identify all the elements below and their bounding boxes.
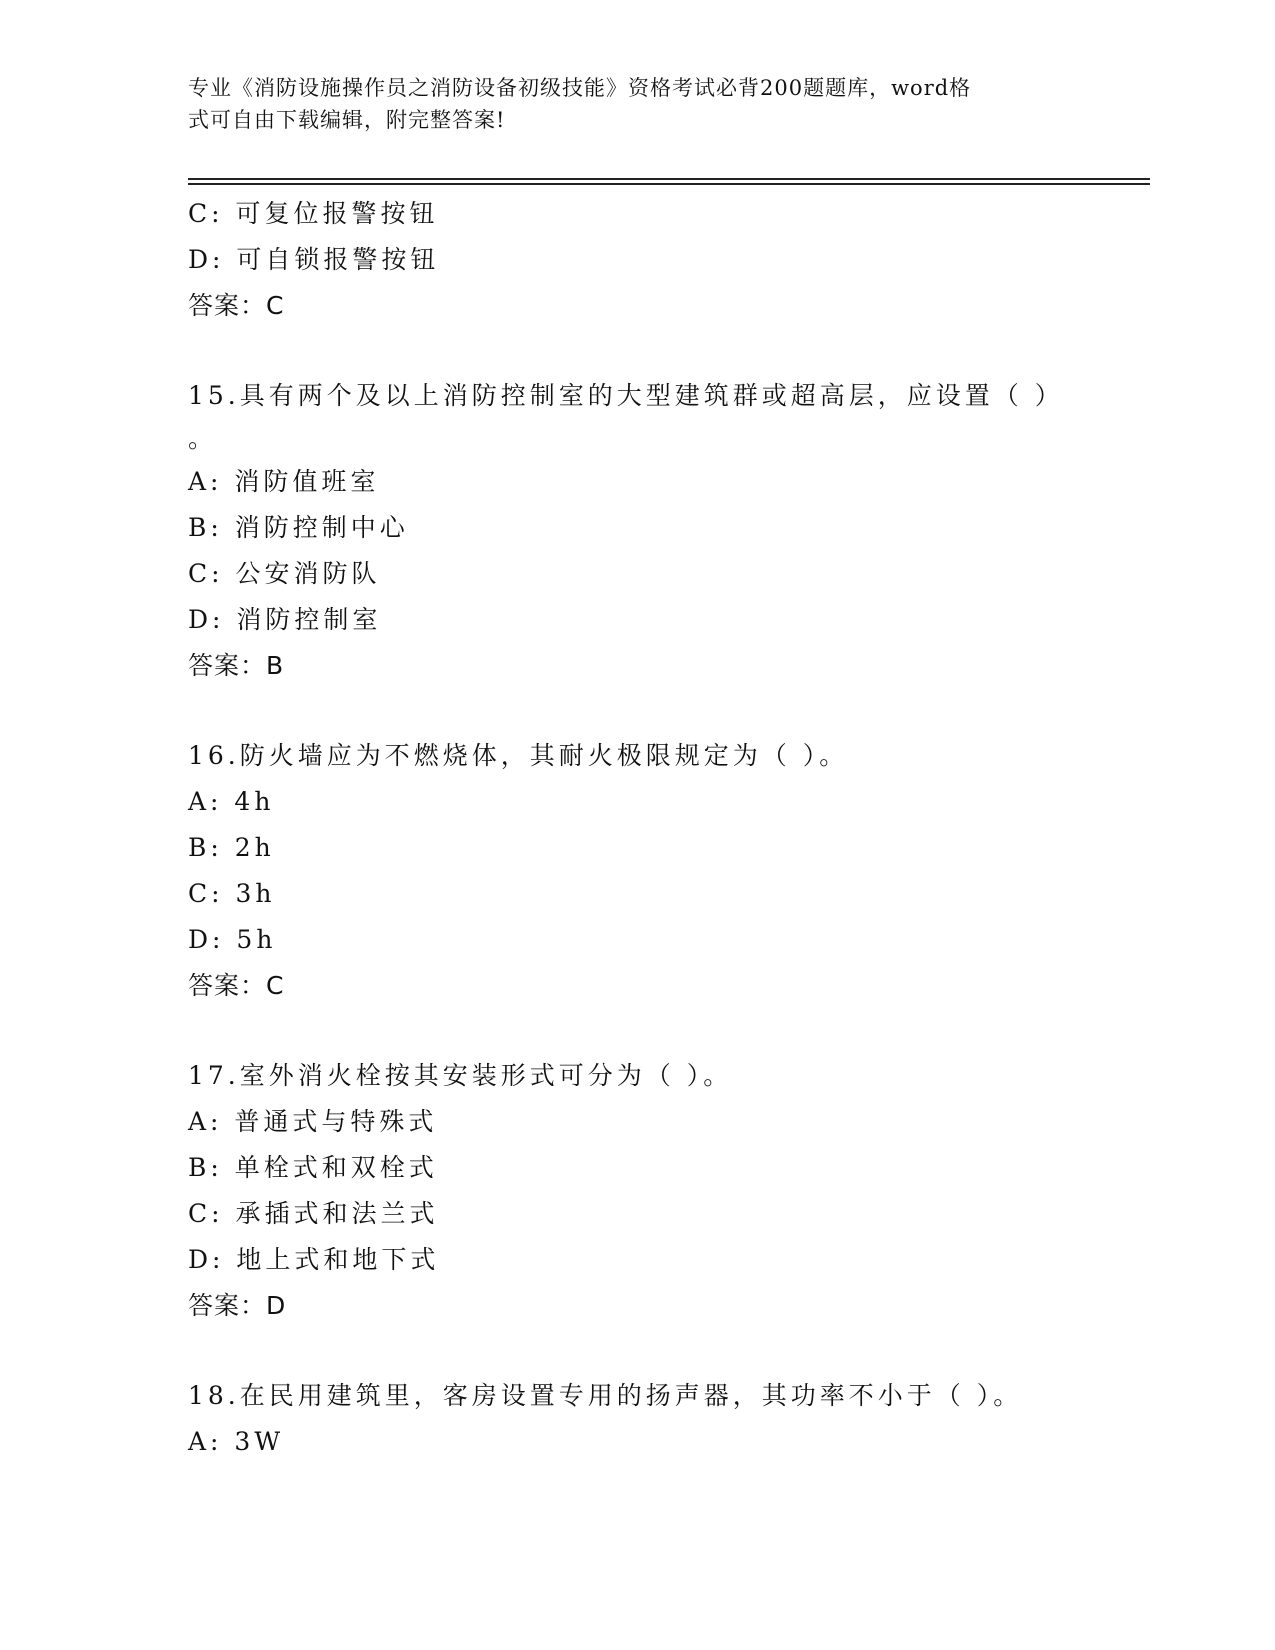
answer: 答案：D [188,1291,287,1320]
option-d: D: 可自锁报警按钮 [188,245,440,274]
question-stem-continued: 。 [188,424,218,453]
option-b: B: 2h [188,833,275,862]
option-c: C: 可复位报警按钮 [188,199,439,228]
question-stem: 16.防火墙应为不燃烧体，其耐火极限规定为（ ）。 [188,741,849,770]
header-rule-top [188,178,1150,180]
answer: 答案：C [188,291,285,320]
question-stem: 15.具有两个及以上消防控制室的大型建筑群或超高层，应设置（ ） [188,381,1064,410]
question-stem: 17.室外消火栓按其安装形式可分为（ ）。 [188,1061,733,1090]
question-17 [188,1053,1088,1329]
answer: 答案：B [188,651,285,680]
question-stem: 18.在民用建筑里，客房设置专用的扬声器，其功率不小于（ ）。 [188,1381,1023,1410]
option-a: A: 普通式与特殊式 [188,1107,438,1136]
option-b: B: 消防控制中心 [188,513,409,542]
document-header [188,72,1068,136]
option-c: C: 3h [188,879,276,908]
option-b: B: 单栓式和双栓式 [188,1153,438,1182]
question-15 [188,373,1088,689]
option-a: A: 消防值班室 [188,467,380,496]
option-c: C: 公安消防队 [188,559,381,588]
option-a: A: 4h [188,787,275,816]
question-16 [188,733,1088,1009]
option-a: A: 3W [188,1427,285,1456]
header-rule-bottom [188,183,1150,185]
option-c: C: 承插式和法兰式 [188,1199,439,1228]
question-fragment [188,191,1088,329]
option-d: D: 5h [188,925,277,954]
question-list [188,191,1088,1465]
question-18 [188,1373,1088,1465]
option-d: D: 地上式和地下式 [188,1245,440,1274]
option-d: D: 消防控制室 [188,605,382,634]
header-line-1: 专业《消防设施操作员之消防设备初级技能》资格考试必背200题题库，word格 [188,76,972,100]
header-line-2: 式可自由下载编辑，附完整答案! [188,108,506,132]
answer: 答案：C [188,971,285,1000]
